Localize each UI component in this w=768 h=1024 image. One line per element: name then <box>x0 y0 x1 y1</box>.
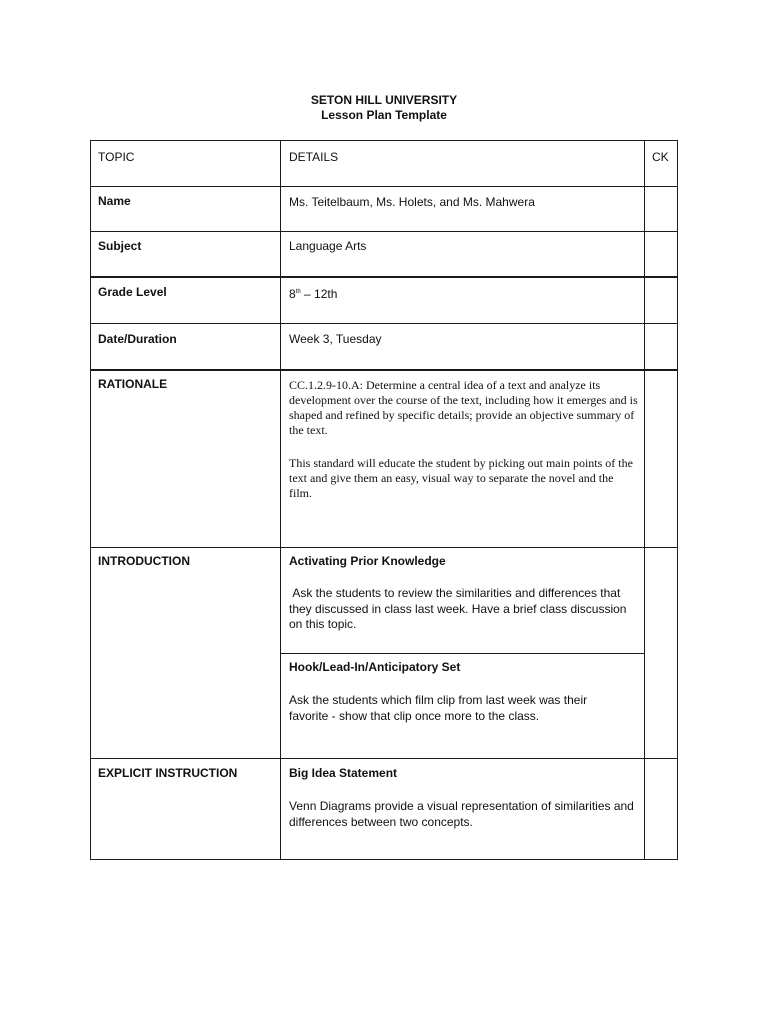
prior-knowledge-text: Ask the students to review the similarities and differences that they discussed in class last week. Have a brief class discussion on this topic. <box>289 586 630 631</box>
name-value: Ms. Teitelbaum, Ms. Holets, and Ms. Mahwera <box>289 195 535 209</box>
table-border-left <box>90 140 91 860</box>
column-header-check: CK <box>652 150 669 164</box>
explicit-instruction-label: EXPLICIT INSTRUCTION <box>98 766 238 780</box>
row-divider <box>90 276 678 278</box>
grade-level-label: Grade Level <box>98 285 167 299</box>
rationale-label: RATIONALE <box>98 377 168 391</box>
subject-label: Subject <box>98 239 142 253</box>
row-divider <box>90 323 678 324</box>
rationale-standard: CC.1.2.9-10.A: Determine a central idea of a text and analyze its development over the course of the text, including how it emerges and is shaped and refined by specific details; provide an objective summary of the text. <box>289 378 638 437</box>
date-duration-label: Date/Duration <box>98 332 177 346</box>
hook-text: Ask the students which film clip from last week was their favorite - show that clip once more to the class. <box>289 693 588 723</box>
row-divider <box>90 547 678 548</box>
hook-heading: Hook/Lead-In/Anticipatory Set <box>289 660 461 674</box>
introduction-inner-divider <box>280 653 644 654</box>
university-name: SETON HILL UNIVERSITY <box>310 93 458 107</box>
grade-level-value <box>289 285 337 303</box>
name-label: Name <box>98 194 131 208</box>
column-header-details: DETAILS <box>289 150 339 164</box>
subject-value: Language Arts <box>289 239 367 253</box>
grade-start: 8 <box>289 287 296 301</box>
big-idea-text: Venn Diagrams provide a visual representation of similarities and differences between two concepts. <box>289 799 634 829</box>
lesson-plan-table <box>90 140 678 860</box>
rationale-explanation: This standard will educate the student by picking out main points of the text and give them an easy, visual way to separate the novel and the film. <box>289 456 633 500</box>
date-duration-value: Week 3, Tuesday <box>289 332 382 346</box>
row-divider <box>90 186 678 187</box>
big-idea-heading: Big Idea Statement <box>289 766 398 780</box>
column-divider-details <box>280 140 281 860</box>
grade-superscript: th <box>295 289 301 295</box>
row-divider <box>90 369 678 371</box>
column-divider-check <box>644 140 645 860</box>
column-header-topic: TOPIC <box>98 150 135 164</box>
row-divider <box>90 758 678 759</box>
table-border-right <box>677 140 678 860</box>
table-border-top <box>90 140 678 141</box>
prior-knowledge-heading: Activating Prior Knowledge <box>289 554 446 568</box>
table-border-bottom <box>90 859 678 860</box>
document-title: Lesson Plan Template <box>321 108 447 122</box>
grade-end: – 12th <box>300 287 338 301</box>
introduction-label: INTRODUCTION <box>98 554 190 568</box>
row-divider <box>90 231 678 232</box>
document-header <box>0 93 768 123</box>
